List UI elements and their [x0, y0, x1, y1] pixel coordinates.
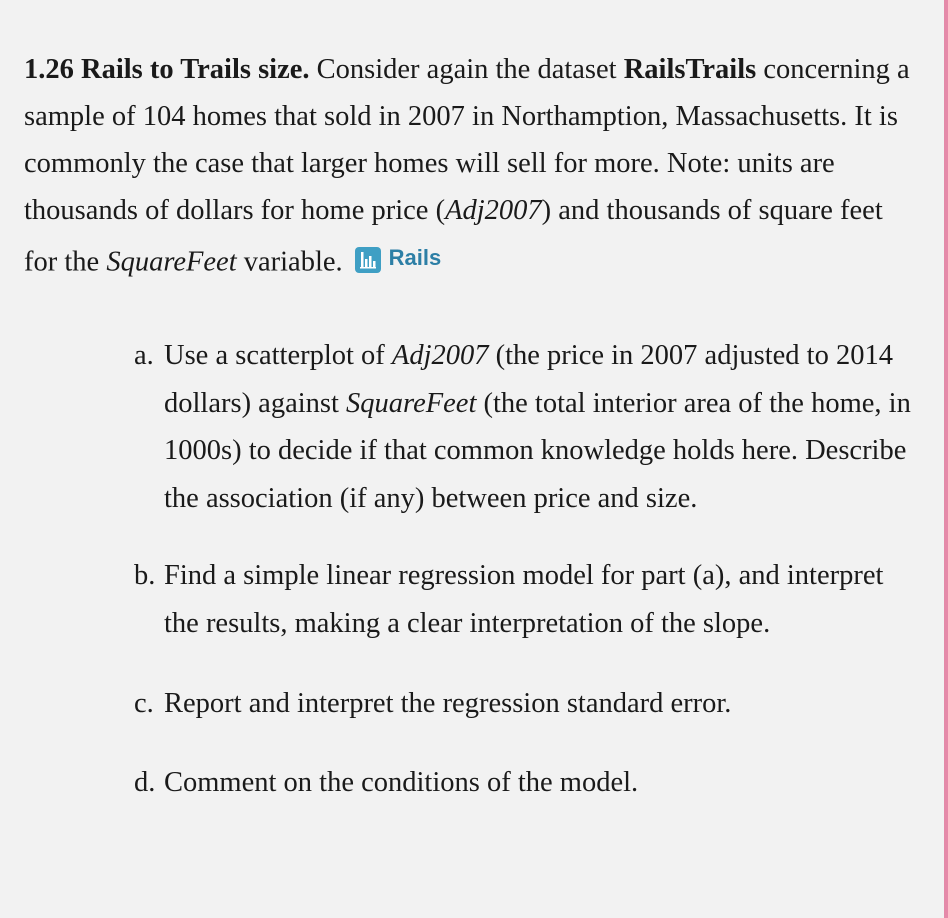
part-c: [134, 680, 914, 728]
intro-text-4: variable.: [236, 246, 343, 277]
part-marker: a.: [134, 340, 154, 371]
var-price: Adj2007: [445, 194, 542, 226]
part-a-var-2: SquareFeet: [346, 387, 477, 419]
part-a-text-2: (the price in 2007 adjusted to 2014 dollars) against: [164, 340, 893, 419]
exercise-intro: [24, 46, 914, 286]
part-marker: c.: [134, 688, 154, 719]
part-c-text: Report and interpret the regression standard error.: [164, 688, 732, 719]
part-marker: b.: [134, 560, 156, 591]
var-size: SquareFeet: [106, 246, 237, 277]
part-marker: d.: [134, 766, 156, 798]
part-d: [134, 759, 914, 807]
part-d-text: Comment on the conditions of the model.: [164, 766, 639, 798]
part-a-var-1: Adj2007: [391, 340, 489, 371]
dataset-link-label: Rails: [388, 244, 442, 270]
intro-text-1: Consider again the dataset: [309, 53, 624, 85]
bar-chart-icon: [355, 247, 381, 273]
part-b: [134, 552, 914, 647]
part-a-text-3: (the total interior area of the home, in 1000s) to decide if that common knowledge holds here. Describe the association (if any) between price and size.: [164, 387, 911, 514]
exercise-title: 1.26 Rails to Trails size.: [24, 53, 310, 85]
exercise-parts-list: [134, 332, 914, 806]
dataset-link-rails[interactable]: [355, 234, 442, 281]
intro-text-2: concerning a sample of 104 homes that sold in 2007 in Northamption, Massachusetts. It is commonly the case that larger homes will sell for more. Note: units are thousands of dollars for home price (: [24, 53, 910, 226]
page-edge-accent: [944, 0, 948, 918]
part-a-text-1: Use a scatterplot of: [164, 340, 392, 371]
part-b-text: Find a simple linear regression model for part (a), and interpret the results, making a clear interpretation of the slope.: [164, 560, 884, 639]
intro-text-3: ) and thousands of square feet for the: [24, 194, 883, 277]
part-a: [134, 332, 914, 522]
dataset-name: RailsTrails: [623, 53, 757, 85]
